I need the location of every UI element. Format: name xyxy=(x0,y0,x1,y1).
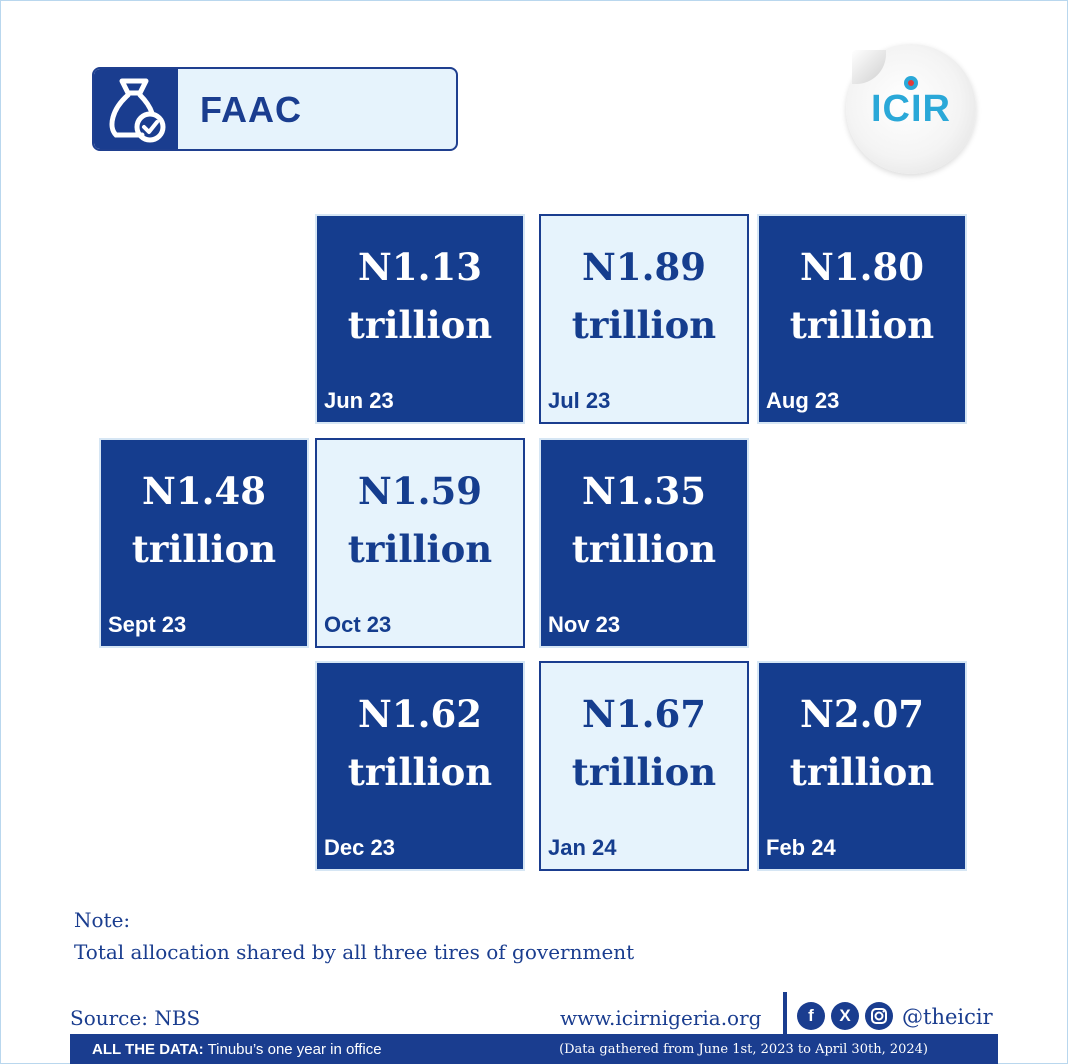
allocation-tile xyxy=(315,214,525,424)
tile-month: Sept 23 xyxy=(108,612,187,637)
x-icon[interactable]: X xyxy=(831,1002,859,1030)
badge-icon-box xyxy=(94,69,178,149)
footer-bar xyxy=(70,1034,998,1064)
footer-date-range: (Data gathered from June 1st, 2023 to April 30th, 2024) xyxy=(559,1042,928,1057)
tile-month: Jun 23 xyxy=(324,388,394,413)
allocation-tile xyxy=(539,214,749,424)
allocation-tile xyxy=(757,214,967,424)
logo-text: ICIR xyxy=(871,88,951,130)
page-title: FAAC xyxy=(200,89,302,130)
allocation-tile xyxy=(539,661,749,871)
tile-month: Dec 23 xyxy=(324,835,395,860)
tile-month: Jan 24 xyxy=(548,835,617,860)
allocation-tile xyxy=(315,661,525,871)
tile-month: Oct 23 xyxy=(324,612,392,637)
note-text: Total allocation shared by all three tires of government xyxy=(74,940,635,964)
social-handle: @theicir xyxy=(902,1005,993,1029)
tile-amount: N1.62 trillion xyxy=(347,692,493,794)
instagram-icon[interactable] xyxy=(865,1002,893,1030)
tile-amount: N1.89 trillion xyxy=(571,245,717,347)
tile-month: Jul 23 xyxy=(548,388,611,413)
tile-amount: N1.59 trillion xyxy=(347,469,493,571)
sticker-curl xyxy=(852,50,886,84)
source-text: Source: NBS xyxy=(70,1006,201,1030)
money-bag-check-icon xyxy=(94,69,178,149)
icir-logo xyxy=(846,44,976,174)
tile-amount: N2.07 trillion xyxy=(789,692,935,794)
footer-series: ALL THE DATA: Tinubu’s one year in office xyxy=(92,1041,382,1058)
website-link[interactable]: www.icirnigeria.org xyxy=(560,1006,762,1030)
allocation-tile xyxy=(99,438,309,648)
note-label: Note: xyxy=(74,908,131,932)
faac-header-badge xyxy=(92,67,458,151)
tile-amount: N1.80 trillion xyxy=(789,245,935,347)
tile-month: Aug 23 xyxy=(766,388,840,413)
allocation-tile xyxy=(757,661,967,871)
tile-amount: N1.13 trillion xyxy=(347,245,493,347)
footer-divider xyxy=(783,992,787,1034)
tile-amount: N1.67 trillion xyxy=(571,692,717,794)
allocation-tile xyxy=(539,438,749,648)
facebook-icon[interactable]: f xyxy=(797,1002,825,1030)
tile-amount: N1.48 trillion xyxy=(131,469,277,571)
tile-amount: N1.35 trillion xyxy=(571,469,717,571)
tile-month: Feb 24 xyxy=(766,835,836,860)
tile-month: Nov 23 xyxy=(548,612,621,637)
allocation-tile xyxy=(315,438,525,648)
